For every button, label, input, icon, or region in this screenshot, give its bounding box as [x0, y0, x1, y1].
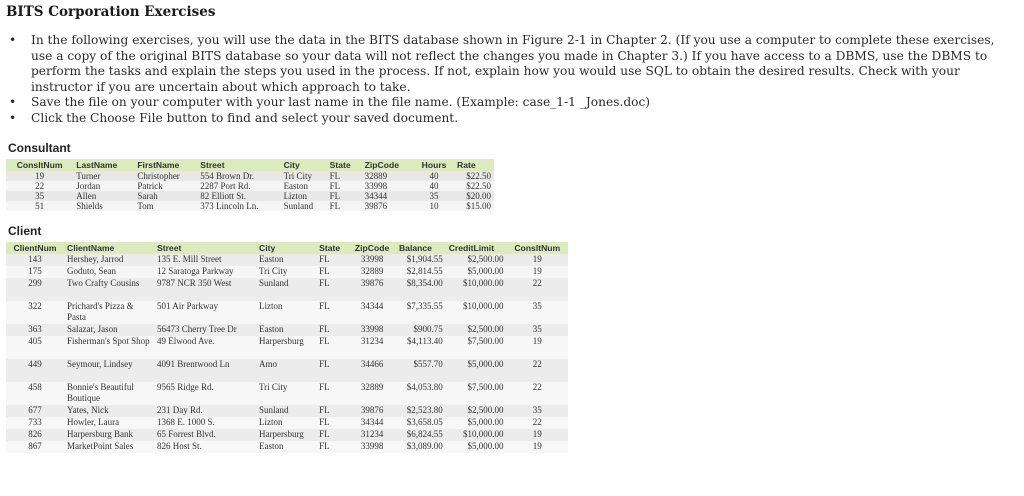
table-cell: Yates, Nick	[64, 405, 154, 417]
table-cell: 12 Saratoga Parkway	[154, 266, 256, 278]
column-header: City	[281, 159, 327, 171]
table-cell: 22	[507, 382, 568, 405]
table-cell: 2287 Port Rd.	[197, 181, 280, 191]
instruction-text: In the following exercises, you will use the data in the BITS database shown in Figure 2-1 in Chapter 2. (If you use a computer to complete these exercises, use a copy of the original BITS database so your data will not reflect the changes you made in Chapter 3.) If you have access to a DBMS, use the DBMS to perform the tasks and explain the steps you used in the process. If not, explain how you would use SQL to obtain the desired results. Check with your instructor if you are uncertain about which approach to take.	[31, 33, 995, 94]
column-header: ClientName	[64, 242, 154, 254]
table-cell: Hershey, Jarrod	[64, 254, 154, 266]
table-cell: 31234	[348, 429, 396, 441]
table-cell: 49 Elwood Ave.	[154, 336, 256, 359]
table-row	[6, 359, 568, 382]
table-cell: 449	[6, 359, 64, 382]
table-cell: FL	[316, 278, 348, 301]
table-cell: 19	[6, 171, 73, 181]
table-cell: $2,500.00	[446, 405, 507, 417]
table-cell: 299	[6, 278, 64, 301]
table-cell: 19	[507, 254, 568, 266]
table-cell: $3,089.00	[396, 441, 446, 453]
table-cell: 39876	[348, 405, 396, 417]
table-cell: 19	[507, 429, 568, 441]
table-cell: Tri City	[281, 171, 327, 181]
table-cell: $5,000.00	[446, 417, 507, 429]
table-cell: 40	[414, 171, 454, 181]
table-cell: FL	[316, 429, 348, 441]
table-cell: $5,000.00	[446, 266, 507, 278]
table-cell: $557.70	[396, 359, 446, 382]
table-cell: Tri City	[256, 266, 316, 278]
column-header: City	[256, 242, 316, 254]
table-cell: 826 Host St.	[154, 441, 256, 453]
table-cell: 35	[6, 191, 73, 201]
table-cell: $7,500.00	[446, 336, 507, 359]
table-header-row	[6, 242, 568, 254]
table-row	[6, 429, 568, 441]
table-cell: Seymour, Lindsey	[64, 359, 154, 382]
table-cell: 373 Lincoln Ln.	[197, 201, 280, 211]
table-cell: 39876	[348, 278, 396, 301]
table-cell: Fisherman's Spot Shop	[64, 336, 154, 359]
table-cell: $5,000.00	[446, 359, 507, 382]
table-cell: $900.75	[396, 324, 446, 336]
table-cell: Lizton	[256, 417, 316, 429]
table-cell: FL	[316, 266, 348, 278]
table-row	[6, 201, 494, 211]
client-label: Client	[8, 224, 42, 238]
table-cell: 33998	[348, 254, 396, 266]
column-header: State	[327, 159, 362, 171]
table-cell: Lizton	[281, 191, 327, 201]
table-cell: FL	[316, 301, 348, 324]
table-cell: 22	[507, 359, 568, 382]
table-cell: 82 Elliott St.	[197, 191, 280, 201]
column-header: State	[316, 242, 348, 254]
table-cell: 51	[6, 201, 73, 211]
table-cell: $2,814.55	[396, 266, 446, 278]
instruction-item	[6, 111, 1018, 127]
table-cell: 33998	[348, 441, 396, 453]
bullet-icon: •	[9, 33, 17, 47]
table-cell: 22	[507, 417, 568, 429]
table-cell: 33998	[362, 181, 414, 191]
table-cell: 405	[6, 336, 64, 359]
instruction-text: Click the Choose File button to find and select your saved document.	[31, 110, 459, 125]
table-cell: Easton	[256, 324, 316, 336]
table-cell: 22	[507, 278, 568, 301]
table-cell: 19	[507, 336, 568, 359]
table-cell: Shields	[73, 201, 134, 211]
table-cell: Harpersburg	[256, 336, 316, 359]
table-cell: Bonnie's Beautiful Boutique	[64, 382, 154, 405]
instructions	[6, 33, 1018, 127]
table-cell: Patrick	[134, 181, 197, 191]
table-cell: FL	[327, 201, 362, 211]
table-cell: $7,500.00	[446, 382, 507, 405]
column-header: LastName	[73, 159, 134, 171]
table-row	[6, 301, 568, 324]
table-cell: 458	[6, 382, 64, 405]
table-cell: 32889	[348, 266, 396, 278]
table-cell: $5,000.00	[446, 441, 507, 453]
table-cell: 35	[507, 324, 568, 336]
table-cell: $7,335.55	[396, 301, 446, 324]
client-table	[6, 242, 568, 453]
table-cell: FL	[316, 441, 348, 453]
column-header: ConsltNum	[6, 159, 73, 171]
table-row	[6, 266, 568, 278]
table-cell: $8,354.00	[396, 278, 446, 301]
table-cell: 135 E. Mill Street	[154, 254, 256, 266]
table-cell: 65 Forrest Blvd.	[154, 429, 256, 441]
table-cell: FL	[316, 336, 348, 359]
table-cell: 32889	[362, 171, 414, 181]
instruction-item	[6, 33, 1018, 95]
table-cell: 10	[414, 201, 454, 211]
column-header: Balance	[396, 242, 446, 254]
table-cell: 40	[414, 181, 454, 191]
table-cell: $2,523.80	[396, 405, 446, 417]
table-cell: 4091 Brentwood Ln	[154, 359, 256, 382]
column-header: Street	[197, 159, 280, 171]
table-row	[6, 278, 568, 301]
table-cell: 34344	[348, 301, 396, 324]
table-cell: Two Crafty Cousins	[64, 278, 154, 301]
column-header: FirstName	[134, 159, 197, 171]
table-cell: 35	[414, 191, 454, 201]
table-cell: $20.00	[454, 191, 494, 201]
table-cell: Harpersburg	[256, 429, 316, 441]
table-cell: 9787 NCR 350 West	[154, 278, 256, 301]
table-cell: Easton	[281, 181, 327, 191]
table-cell: MarketPoint Sales	[64, 441, 154, 453]
table-cell: 33998	[348, 324, 396, 336]
column-header: CreditLimit	[446, 242, 507, 254]
column-header: ConsltNum	[507, 242, 568, 254]
table-cell: 1368 E. 1000 S.	[154, 417, 256, 429]
table-cell: $4,113.40	[396, 336, 446, 359]
table-cell: $10,000.00	[446, 429, 507, 441]
table-cell: 19	[507, 266, 568, 278]
table-cell: $22.50	[454, 181, 494, 191]
table-row	[6, 336, 568, 359]
table-cell: Allen	[73, 191, 134, 201]
table-cell: $4,053.80	[396, 382, 446, 405]
table-cell: 826	[6, 429, 64, 441]
table-cell: Prichard's Pizza & Pasta	[64, 301, 154, 324]
table-cell: Sunland	[281, 201, 327, 211]
table-cell: Tom	[134, 201, 197, 211]
table-cell: 363	[6, 324, 64, 336]
table-cell: Harpersburg Bank	[64, 429, 154, 441]
table-cell: 19	[507, 441, 568, 453]
column-header: Rate	[454, 159, 494, 171]
table-cell: Jordan	[73, 181, 134, 191]
table-row	[6, 254, 568, 266]
table-cell: Sunland	[256, 278, 316, 301]
table-cell: 31234	[348, 336, 396, 359]
table-cell: $6,824.55	[396, 429, 446, 441]
table-cell: 34466	[348, 359, 396, 382]
table-row	[6, 441, 568, 453]
table-cell: Salazar, Jason	[64, 324, 154, 336]
consultant-label: Consultant	[8, 141, 71, 155]
table-cell: FL	[316, 254, 348, 266]
page-title: BITS Corporation Exercises	[6, 4, 216, 20]
table-cell: 9565 Ridge Rd.	[154, 382, 256, 405]
table-cell: 34344	[348, 417, 396, 429]
table-row	[6, 191, 494, 201]
column-header: ClientNum	[6, 242, 64, 254]
table-cell: Easton	[256, 441, 316, 453]
table-cell: Amo	[256, 359, 316, 382]
table-cell: FL	[316, 417, 348, 429]
table-row	[6, 171, 494, 181]
table-cell: 39876	[362, 201, 414, 211]
table-cell: 22	[6, 181, 73, 191]
table-cell: 56473 Cherry Tree Dr	[154, 324, 256, 336]
table-cell: 143	[6, 254, 64, 266]
table-cell: Goduto, Sean	[64, 266, 154, 278]
table-cell: Tri City	[256, 382, 316, 405]
table-cell: Turner	[73, 171, 134, 181]
table-row	[6, 417, 568, 429]
table-cell: $2,500.00	[446, 254, 507, 266]
column-header: ZipCode	[362, 159, 414, 171]
table-cell: 35	[507, 301, 568, 324]
table-cell: Howler, Laura	[64, 417, 154, 429]
table-cell: FL	[316, 405, 348, 417]
table-cell: $15.00	[454, 201, 494, 211]
table-cell: 554 Brown Dr.	[197, 171, 280, 181]
column-header: Street	[154, 242, 256, 254]
table-header-row	[6, 159, 494, 171]
table-cell: FL	[327, 171, 362, 181]
table-cell: FL	[316, 324, 348, 336]
instruction-text: Save the file on your computer with your last name in the file name. (Example: case_1-1 _Jones.doc)	[31, 95, 651, 110]
column-header: ZipCode	[348, 242, 396, 254]
table-cell: 677	[6, 405, 64, 417]
table-cell: $10,000.00	[446, 301, 507, 324]
table-cell: Christopher	[134, 171, 197, 181]
table-cell: 322	[6, 301, 64, 324]
bullet-icon: •	[9, 110, 17, 125]
table-cell: 35	[507, 405, 568, 417]
table-cell: $3,658.05	[396, 417, 446, 429]
table-cell: 501 Air Parkway	[154, 301, 256, 324]
column-header: Hours	[414, 159, 454, 171]
table-cell: Sarah	[134, 191, 197, 201]
table-cell: FL	[327, 191, 362, 201]
table-cell: FL	[316, 359, 348, 382]
table-row	[6, 324, 568, 336]
table-cell: 34344	[362, 191, 414, 201]
table-cell: $22.50	[454, 171, 494, 181]
table-cell: 867	[6, 441, 64, 453]
bullet-icon: •	[9, 95, 17, 110]
table-row	[6, 181, 494, 191]
table-cell: $10,000.00	[446, 278, 507, 301]
table-cell: FL	[327, 181, 362, 191]
table-cell: 733	[6, 417, 64, 429]
table-cell: 175	[6, 266, 64, 278]
table-cell: 231 Day Rd.	[154, 405, 256, 417]
table-row	[6, 405, 568, 417]
instruction-item	[6, 95, 1018, 111]
consultant-table	[6, 159, 494, 211]
table-cell: $2,500.00	[446, 324, 507, 336]
table-cell: Sunland	[256, 405, 316, 417]
table-cell: 32889	[348, 382, 396, 405]
table-row	[6, 382, 568, 405]
table-cell: Lizton	[256, 301, 316, 324]
table-cell: $1,904.55	[396, 254, 446, 266]
table-cell: Easton	[256, 254, 316, 266]
table-cell: FL	[316, 382, 348, 405]
